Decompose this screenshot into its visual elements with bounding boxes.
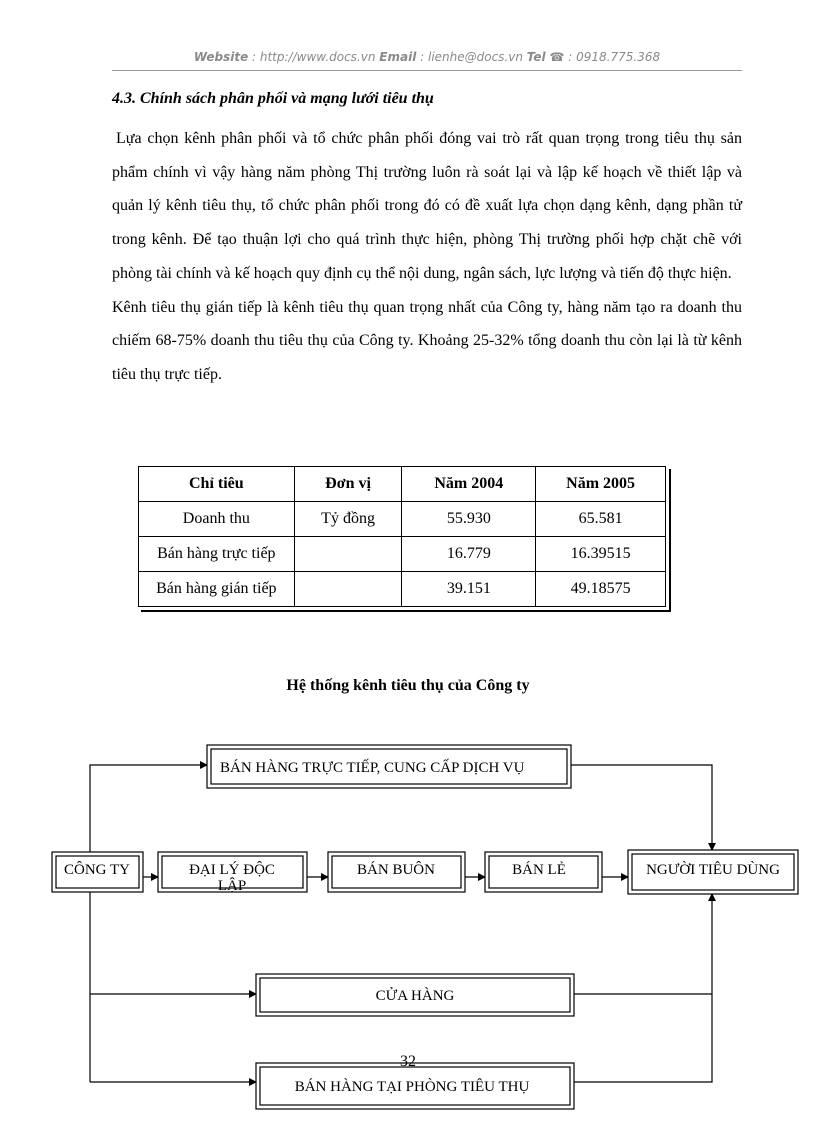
header-cell: Năm 2004 [402, 467, 536, 502]
section-title: 4.3. Chính sách phân phối và mạng lưới tiêu thụ [112, 90, 434, 107]
label-agent-line1: ĐẠI LÝ ĐỘC [189, 862, 275, 878]
tel-label: Tel [526, 50, 546, 64]
table-cell: 49.18575 [536, 572, 666, 607]
paragraph-1: Lựa chọn kênh phân phối và tổ chức phân phối đóng vai trò rất quan trọng trong tiêu thụ sản phẩm chính vì vậy hàng năm phòng Thị trường luôn rà soát lại và lập kế hoạch về thiết lập và quản lý kênh tiêu thụ, tổ chức phân phối trong đó có đề xuất lựa chọn dạng kênh, dạng phần tử trong kênh. Để tạo thuận lợi cho quá trình thực hiện, phòng Thị trường phối hợp chặt chẽ với phòng tài chính và kế hoạch quy định cụ thể nội dung, ngân sách, lực lượng và tiến độ thực hiện. [112, 130, 742, 282]
table-cell: 65.581 [536, 502, 666, 537]
email-label: Email [379, 50, 417, 64]
phone-icon: ☎ [549, 50, 565, 64]
label-direct-sales: BÁN HÀNG TRỰC TIẾP, CUNG CẤP DỊCH VỤ [220, 760, 525, 776]
table-cell: Bán hàng gián tiếp [139, 572, 295, 607]
label-retail: BÁN LẺ [512, 862, 566, 878]
header-cell: Chỉ tiêu [139, 467, 295, 502]
website-label: Website [193, 50, 249, 64]
email-value: : lienhe@docs.vn [416, 50, 527, 64]
arrow-company-to-direct [90, 765, 207, 852]
header-cell: Đơn vị [294, 467, 402, 502]
tel-value: : 0918.775.368 [564, 50, 661, 64]
label-wholesale: BÁN BUÔN [357, 862, 435, 878]
table-cell: Tỷ đồng [294, 502, 402, 537]
header-cell: Năm 2005 [536, 467, 666, 502]
arrow-direct-to-consumer [571, 765, 712, 850]
label-agent-line2: LẬP [217, 878, 247, 894]
table-cell: 16.39515 [536, 537, 666, 572]
table-cell: 39.151 [402, 572, 536, 607]
diagram-title: Hệ thống kênh tiêu thụ của Công ty [286, 677, 530, 694]
paragraph-2: Kênh tiêu thụ gián tiếp là kênh tiêu thụ quan trọng nhất của Công ty, hàng năm tạo ra doanh thu chiếm 68-75% doanh thu tiêu thụ của Công ty. Khoảng 25-32% tổng doanh thu còn lại là từ kênh tiêu thụ trực tiếp. [112, 298, 742, 383]
label-consumer: NGƯỜI TIÊU DÙNG [646, 862, 780, 878]
website-value: : http://www.docs.vn [248, 50, 380, 64]
table-cell: Bán hàng trực tiếp [139, 537, 295, 572]
table-cell: 16.779 [402, 537, 536, 572]
table-cell: 55.930 [402, 502, 536, 537]
label-company: CÔNG TY [64, 862, 130, 878]
label-store: CỬA HÀNG [375, 988, 455, 1004]
label-sales-office: BÁN HÀNG TẠI PHÒNG TIÊU THỤ [294, 1079, 530, 1095]
table-cell: Doanh thu [139, 502, 295, 537]
connector-lines [90, 765, 712, 1082]
page-number: 32 [400, 1053, 416, 1070]
